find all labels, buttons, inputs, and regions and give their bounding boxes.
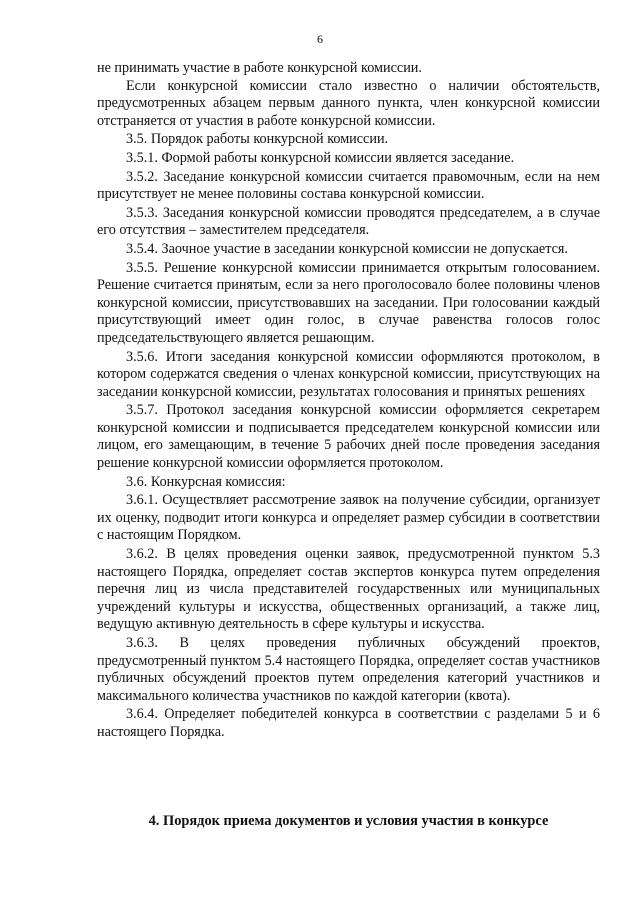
paragraph-continuation: не принимать участие в работе конкурсной комиссии. bbox=[97, 60, 422, 76]
page-number: 6 bbox=[317, 32, 323, 46]
paragraph-3-5-6: 3.5.6. Итоги заседания конкурсной комиссии оформляются протоколом, в котором содержатся сведения о членах конкурсной комиссии, присутствующих на заседании конкурсной комиссии, результатах голосования и принятых решениях bbox=[97, 348, 600, 400]
paragraph-3-6-2: 3.6.2. В целях проведения оценки заявок, предусмотренной пунктом 5.3 настоящего Порядка, определяет состав экспертов конкурса путем определения перечня лиц из числа представителей государственных или муниципальных учреждений культуры и искусства, общественных организаций, а также лиц, ведущую активную деятельность в сфере культуры и искусства. bbox=[97, 546, 600, 633]
paragraph-3-6: 3.6. Конкурсная комиссия: bbox=[126, 473, 286, 490]
paragraph-3-6-1: 3.6.1. Осуществляет рассмотрение заявок на получение субсидии, организует их оценку, подводит итоги конкурса и определяет размер субсидии в соответствии с настоящим Порядком. bbox=[97, 492, 600, 544]
section-heading: 4. Порядок приема документов и условия участия в конкурсе bbox=[148, 813, 549, 829]
document-body bbox=[97, 60, 600, 742]
paragraph-3-5-5: 3.5.5. Решение конкурсной комиссии принимается открытым голосованием. Решение считается принятым, если за него проголосовало более половины членов конкурсной комиссии, присутствовавших на заседании. При голосовании каждый присутствующий имеет один голос, в случае равенства голосов голос председательствующего является решающим. bbox=[97, 259, 600, 346]
paragraph: Если конкурсной комиссии стало известно о наличии обстоятельств, предусмотренных абзацем первым данного пункта, член конкурсной комиссии отстраняется от участия в работе конкурсной комиссии. bbox=[97, 77, 600, 129]
paragraph-3-5-7: 3.5.7. Протокол заседания конкурсной комиссии оформляется секретарем конкурсной комиссии и подписывается председателем конкурсной комиссии или лицом, его замещающим, в течение 5 рабочих дней после проведения заседания решение конкурсной комиссии оформляется протоколом. bbox=[97, 402, 600, 472]
paragraph-3-5-4: 3.5.4. Заочное участие в заседании конкурсной комиссии не допускается. bbox=[126, 240, 568, 257]
paragraph-3-5-3: 3.5.3. Заседания конкурсной комиссии проводятся председателем, а в случае его отсутствия – заместителем председателя. bbox=[97, 204, 600, 239]
paragraph-3-5: 3.5. Порядок работы конкурсной комиссии. bbox=[126, 131, 389, 148]
paragraph-3-6-3: 3.6.3. В целях проведения публичных обсуждений проектов, предусмотренный пунктом 5.4 настоящего Порядка, определяет состав участников публичных обсуждений проектов путем определения категорий участников и максимального количества участников по каждой категории (квота). bbox=[97, 635, 600, 704]
paragraph-3-5-2: 3.5.2. Заседание конкурсной комиссии считается правомочным, если на нем присутствует не менее половины состава конкурсной комиссии. bbox=[97, 168, 600, 203]
paragraph-3-6-4: 3.6.4. Определяет победителей конкурса в соответствии с разделами 5 и 6 настоящего Порядка. bbox=[97, 706, 600, 740]
paragraph-3-5-1: 3.5.1. Формой работы конкурсной комиссии является заседание. bbox=[126, 149, 515, 166]
